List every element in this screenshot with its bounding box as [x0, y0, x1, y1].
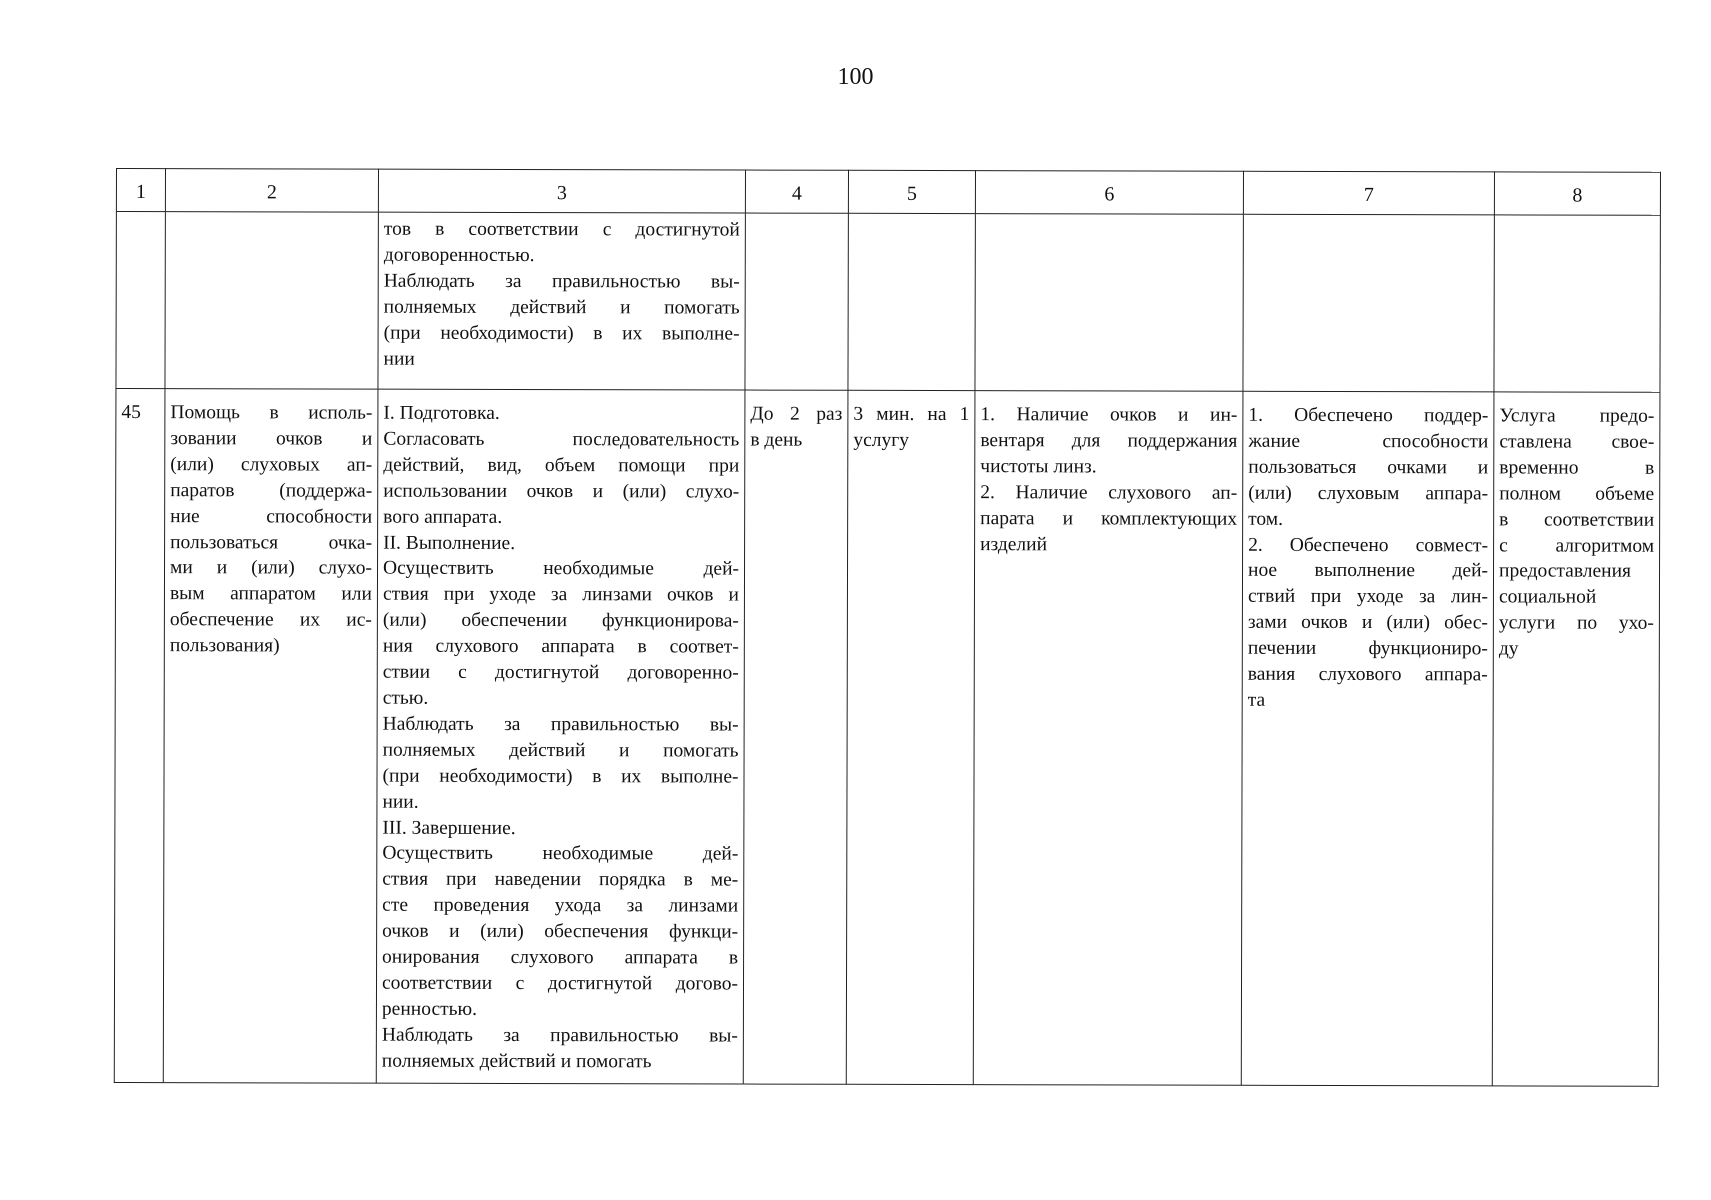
cell-text-line: ное выполнение дей- — [1247, 560, 1489, 582]
cell-text-line: полном объеме — [1499, 483, 1655, 505]
continuation-cell-5 — [848, 213, 975, 390]
cell-text-line: сте проведения ухода за линзами — [382, 894, 739, 917]
cell-text-line: 2. Наличие слухового ап- — [980, 481, 1238, 504]
cell-text-line: соответствии с достигнутой догово- — [381, 972, 739, 995]
column-number-2: 2 — [165, 169, 378, 213]
cell-text-line: жание способности — [1248, 430, 1489, 453]
cell-text-line: паратов (поддержа- — [170, 479, 373, 502]
cell-text-line: II. Выполнение. — [383, 532, 516, 554]
cell-text-line: договоренностью. — [383, 244, 535, 266]
cell-text-line: обеспечение их ис- — [169, 609, 372, 631]
cell-text-line: социальной — [1498, 586, 1597, 608]
cell-text-line: ствий при уходе за лин- — [1247, 586, 1488, 608]
continuation-cell-2 — [165, 212, 378, 390]
cell-text-line: стью. — [382, 687, 429, 709]
cell-text-line: ставлена свое- — [1499, 431, 1655, 453]
cell-text-line: полняемых действий и помогать — [383, 296, 740, 319]
cell-text-line: (при необходимости) в их выполне- — [383, 322, 740, 345]
page-number: 100 — [837, 64, 874, 90]
column-number-4: 4 — [745, 170, 848, 213]
cell-text-line: ду — [1498, 638, 1519, 660]
cell-text-line: в день — [750, 429, 803, 451]
cell-text-line: зовании очков и — [170, 428, 373, 450]
continuation-cell-3 — [378, 212, 745, 390]
result-cell — [1241, 391, 1494, 1086]
cell-text-line: очков и (или) обеспечения функци- — [382, 920, 739, 943]
cell-text-line: изделий — [980, 533, 1048, 555]
cell-text-line: ренностью. — [381, 998, 478, 1020]
cell-text-line: тов в соответствии с достигнутой — [383, 218, 740, 241]
cell-text-line: (или) слуховым аппара- — [1248, 482, 1489, 505]
cell-text-line: 3 мин. на 1 — [853, 403, 970, 426]
column-number-8: 8 — [1494, 172, 1660, 215]
cell-text-line: Наблюдать за правильностью вы- — [383, 270, 740, 293]
cell-text-line: услуги по ухо- — [1498, 612, 1654, 635]
column-number-3: 3 — [378, 169, 745, 213]
cell-text-line: та — [1247, 689, 1266, 711]
continuation-cell-6 — [975, 214, 1243, 392]
cell-text-line: в соответствии — [1499, 509, 1655, 531]
item-number-cell: 45 — [114, 389, 165, 1083]
cell-text-line: действий, вид, объем помощи при — [383, 454, 740, 477]
cell-text-line: нии — [383, 348, 415, 370]
continuation-cell-4 — [745, 213, 848, 390]
cell-text-line: пользоваться очками и — [1248, 456, 1489, 479]
cell-text-line: нии. — [382, 791, 419, 813]
cell-text-line: Помощь в исполь- — [170, 402, 373, 424]
cell-text-line: услугу — [853, 429, 910, 451]
cell-text-line: временно в — [1499, 457, 1655, 479]
duration-cell — [846, 390, 975, 1084]
cell-text-line: ствия при наведении порядка в ме- — [382, 868, 739, 891]
cell-text-line: Осуществить необходимые дей- — [382, 843, 739, 865]
cell-text-line: 1. Обеспечено поддер- — [1248, 404, 1489, 427]
cell-text-line: чистоты линз. — [980, 455, 1097, 478]
cell-text-line: ствия при уходе за линзами очков и — [382, 583, 739, 606]
cell-text-line: предоставления — [1498, 560, 1632, 583]
continuation-row — [116, 212, 1660, 393]
service-table — [114, 168, 1661, 1087]
cell-text-line: ния слухового аппарата в соответ- — [382, 635, 739, 658]
cell-text-line: Согласовать последовательность — [383, 428, 740, 451]
column-number-5: 5 — [848, 170, 975, 213]
column-number-7: 7 — [1243, 171, 1494, 215]
continuation-cell-8 — [1494, 215, 1660, 392]
cell-text-line: I. Подготовка. — [383, 402, 500, 424]
cell-text-line: зами очков и (или) обес- — [1247, 612, 1488, 634]
cell-text-line: Услуга предо- — [1499, 405, 1655, 427]
frequency-cell — [743, 390, 848, 1084]
cell-text-line: онирования слухового аппарата в — [382, 946, 739, 969]
cell-text-line: вым аппаратом или — [169, 583, 372, 605]
cell-text-line: пользоваться очка- — [170, 531, 373, 554]
continuation-cell-7 — [1243, 214, 1494, 392]
cell-text-line: использовании очков и (или) слухо- — [383, 480, 740, 503]
column-number-row — [116, 169, 1660, 216]
cell-text-line: ми и (или) слухо- — [169, 557, 373, 580]
column-number-6: 6 — [975, 171, 1243, 215]
cell-text-line: вого аппарата. — [383, 506, 503, 528]
cell-text-line: III. Завершение. — [382, 817, 516, 839]
service-description-cell — [376, 389, 745, 1084]
column-number-1: 1 — [116, 169, 165, 212]
cell-text-line: ствии с достигнутой договоренно- — [382, 661, 739, 684]
conditions-cell — [973, 391, 1243, 1086]
cell-text-line: вания слухового аппара- — [1247, 663, 1488, 686]
continuation-cell-1 — [116, 212, 165, 389]
cell-text-line: (при необходимости) в их выполне- — [382, 765, 739, 788]
cell-text-line: с алгоритмом — [1499, 534, 1655, 557]
cell-text-line: парата и комплектующих — [980, 507, 1238, 530]
cell-text-line: До 2 раз — [750, 403, 843, 425]
cell-text-line: 1. Наличие очков и ин- — [980, 404, 1238, 426]
evaluation-cell — [1492, 392, 1660, 1086]
service-name-cell — [163, 389, 378, 1084]
cell-text-line: полняемых действий и помогать — [382, 739, 739, 762]
cell-text-line: 2. Обеспечено совмест- — [1248, 534, 1489, 556]
cell-text-line: полняемых действий и помогать — [381, 1050, 652, 1072]
cell-text-line: вентаря для поддержания — [980, 430, 1238, 452]
table-row-item-45 — [114, 389, 1660, 1087]
cell-text-line: Осуществить необходимые дей- — [382, 558, 740, 580]
cell-text-line: ние способности — [170, 505, 373, 528]
cell-text-line: (или) слуховых ап- — [170, 453, 373, 476]
cell-text-line: Наблюдать за правильностью вы- — [381, 1024, 738, 1047]
cell-text-line: том. — [1248, 508, 1284, 530]
cell-text-line: (или) обеспечении функционирова- — [382, 609, 739, 632]
cell-text-line: пользования) — [169, 635, 280, 657]
cell-text-line: печении функциониро- — [1247, 637, 1488, 660]
cell-text-line: Наблюдать за правильностью вы- — [382, 713, 739, 736]
